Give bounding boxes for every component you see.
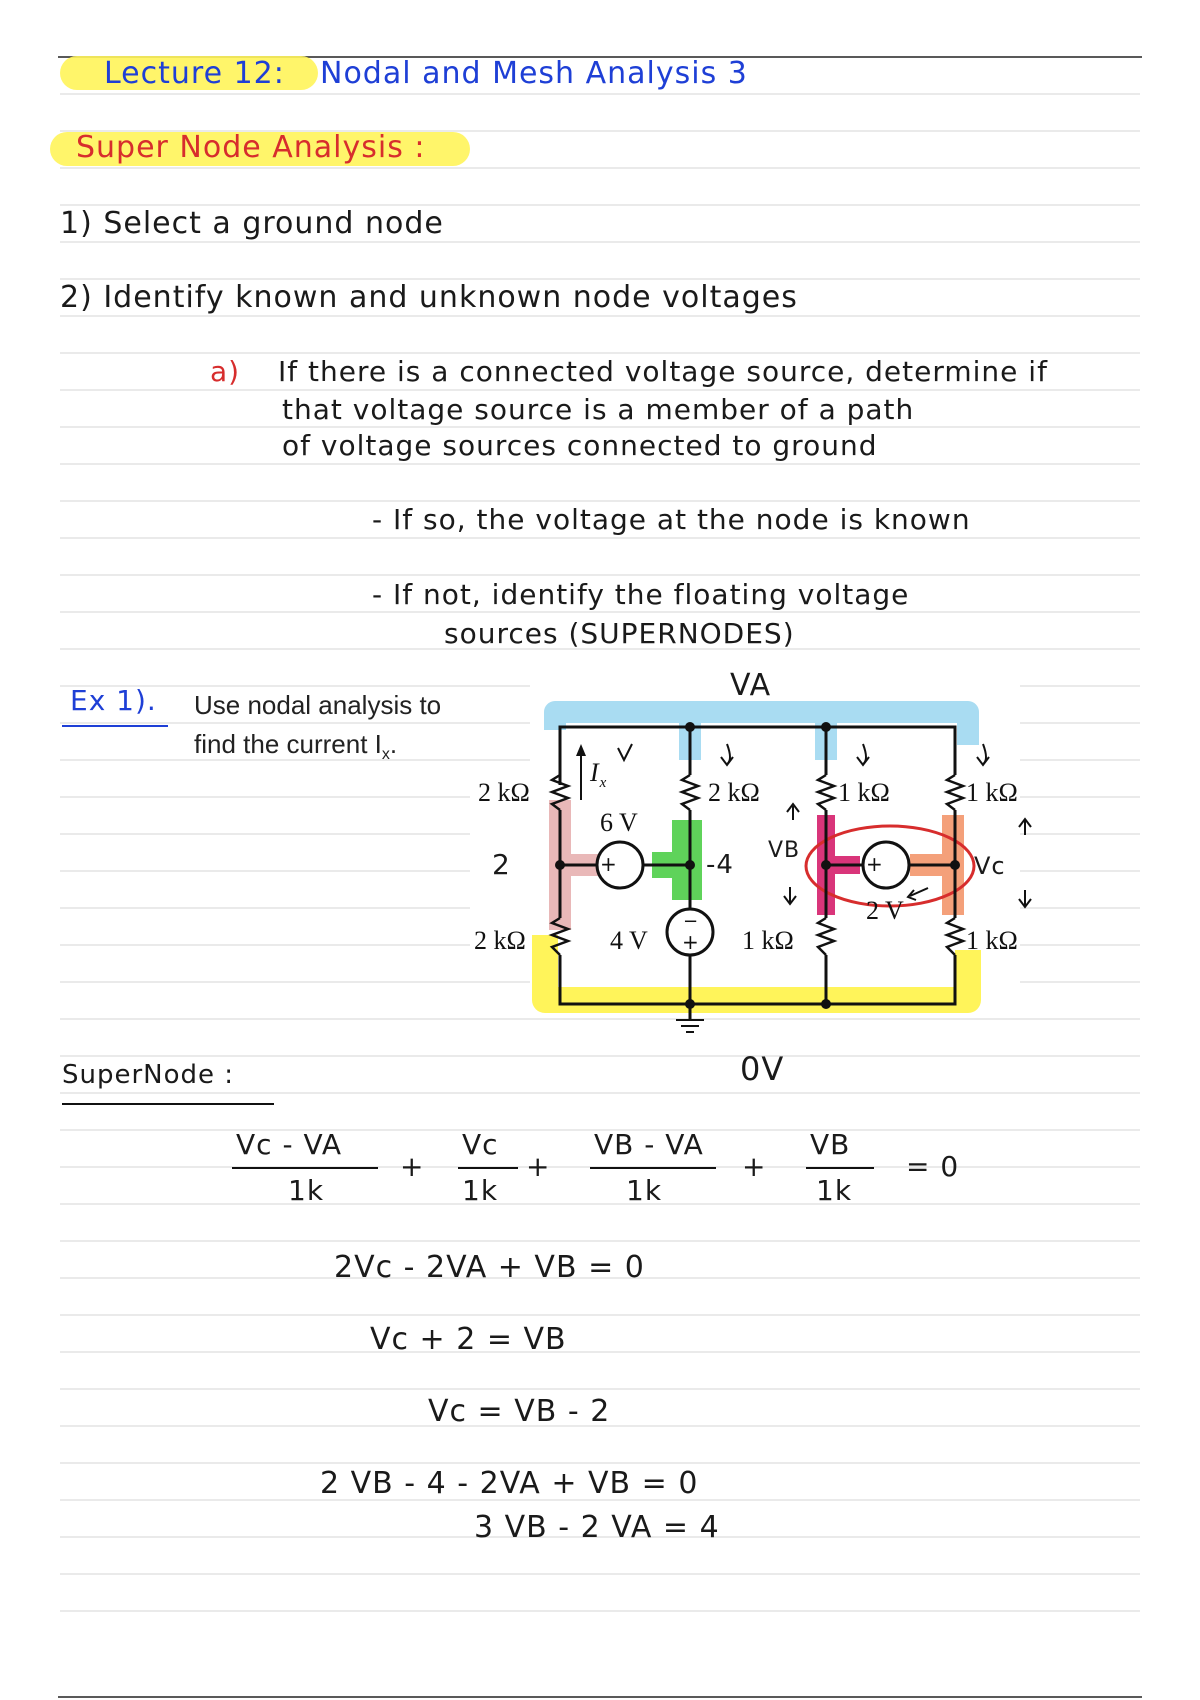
prompt-sub: x [381, 746, 390, 764]
va-label: VA [730, 668, 772, 703]
example-label: Ex 1). [70, 684, 157, 717]
resistor-top-right2-label: 1 kΩ [966, 778, 1018, 807]
equation-line-6: 3 VB - 2 VA = 4 [474, 1510, 720, 1545]
equation-line-2: 2Vc - 2VA + VB = 0 [334, 1250, 645, 1285]
bullet-1: - If so, the voltage at the node is known [372, 503, 971, 536]
bullet-3: sources (SUPERNODES) [444, 617, 795, 650]
step-2: 2) Identify known and unknown node voltages [60, 280, 798, 315]
resistor-top-mid-label: 2 kΩ [708, 778, 760, 807]
example-prompt-1: Use nodal analysis to [194, 690, 442, 720]
frac2-numerator: Vc [462, 1128, 499, 1161]
prompt-end: . [389, 729, 398, 759]
frac2-denominator: 1k [462, 1174, 499, 1207]
frac3-denominator: 1k [626, 1174, 663, 1207]
resistor-top-right1-label: 1 kΩ [838, 778, 890, 807]
source-2v-label: 2 V [866, 896, 904, 925]
node-mid-voltage: -4 [706, 850, 734, 880]
source-4v-plus: + [682, 930, 699, 954]
equation-line-4: Vc = VB - 2 [428, 1394, 611, 1429]
frac1-numerator: Vc - VA [236, 1128, 342, 1161]
section-heading: Super Node Analysis : [76, 130, 426, 165]
substep-line-2: that voltage source is a member of a path [282, 393, 915, 426]
plus-3: + [742, 1150, 767, 1183]
source-4v-label: 4 V [610, 926, 648, 955]
ground-voltage-label: 0V [740, 1050, 785, 1088]
step-1: 1) Select a ground node [60, 206, 444, 241]
frac4-numerator: VB [810, 1128, 851, 1161]
frac1-denominator: 1k [288, 1174, 325, 1207]
node-left-voltage: 2 [492, 848, 511, 881]
resistor-bottom-right-label: 1 kΩ [966, 926, 1018, 955]
source-6v-plus: + [600, 852, 617, 876]
equals-zero: = 0 [906, 1150, 960, 1183]
bullet-2: - If not, identify the floating voltage [372, 578, 910, 611]
prompt-text: find the current I [194, 729, 382, 759]
vc-label: Vc [974, 852, 1006, 880]
resistor-bottom-mid-label: 1 kΩ [742, 926, 794, 955]
ix-letter: I [590, 758, 600, 787]
source-6v-label: 6 V [600, 808, 638, 837]
substep-label: a) [210, 355, 241, 388]
frac4-denominator: 1k [816, 1174, 853, 1207]
frac3-numerator: VB - VA [594, 1128, 704, 1161]
lecture-topic: Nodal and Mesh Analysis 3 [320, 56, 748, 91]
source-2v-plus: + [866, 852, 883, 876]
resistor-top-left-label: 2 kΩ [478, 778, 530, 807]
equation-line-5: 2 VB - 4 - 2VA + VB = 0 [320, 1466, 699, 1501]
plus-1: + [400, 1150, 425, 1183]
resistor-bottom-left-label: 2 kΩ [474, 926, 526, 955]
lecture-label: Lecture 12: [104, 56, 285, 91]
vb-label: VB [768, 838, 801, 863]
ix-sub: x [599, 775, 608, 792]
source-4v-minus: − [683, 911, 699, 932]
equation-line-3: Vc + 2 = VB [370, 1322, 567, 1357]
substep-line-3: of voltage sources connected to ground [282, 429, 878, 462]
substep-line-1: If there is a connected voltage source, determine if [278, 355, 1048, 388]
plus-2: + [526, 1150, 551, 1183]
supernode-heading: SuperNode : [62, 1060, 235, 1090]
